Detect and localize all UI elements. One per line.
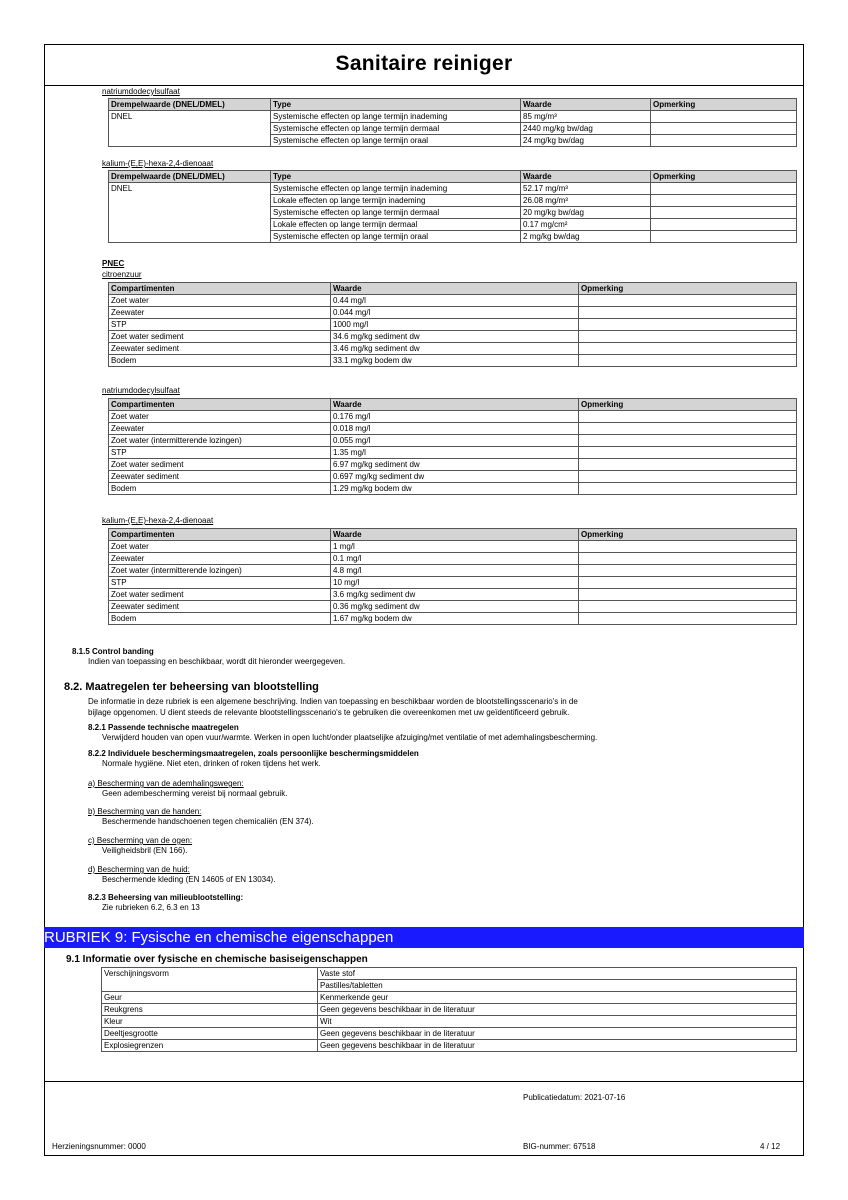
section-text: Verwijderd houden van open vuur/warmte. Werken in open lucht/onder plaatselijke afzuiging/met ventilatie of met ademhalingsbescherming. xyxy=(102,733,598,742)
property-name: Explosiegrenzen xyxy=(102,1040,318,1052)
table-cell: 20 mg/kg bw/dag xyxy=(521,207,651,219)
subsection-text: Beschermende kleding (EN 14605 of EN 13034). xyxy=(102,875,276,884)
table-cell xyxy=(579,331,797,343)
table-cell: 33.1 mg/kg bodem dw xyxy=(331,355,579,367)
table-cell xyxy=(579,483,797,495)
section-title: 8.1.5 Control banding xyxy=(72,647,154,656)
column-header: Waarde xyxy=(331,529,579,541)
respiratory-protection xyxy=(88,779,287,799)
table-cell xyxy=(651,111,797,123)
table-row xyxy=(109,423,797,435)
table-cell: 4.8 mg/l xyxy=(331,565,579,577)
table-cell xyxy=(579,459,797,471)
table-row xyxy=(109,231,797,243)
table-row xyxy=(109,553,797,565)
column-header: Type xyxy=(271,171,521,183)
table-row xyxy=(109,295,797,307)
table-cell xyxy=(579,411,797,423)
table-cell: 3.46 mg/kg sediment dw xyxy=(331,343,579,355)
table-cell: 1000 mg/l xyxy=(331,319,579,331)
column-header: Waarde xyxy=(521,171,651,183)
pnec-table xyxy=(108,282,797,367)
table-cell xyxy=(651,135,797,147)
table-cell: 0.055 mg/l xyxy=(331,435,579,447)
table-row xyxy=(109,195,797,207)
table-row xyxy=(109,565,797,577)
section-8-2-text xyxy=(88,696,818,718)
table-cell xyxy=(109,207,271,219)
table-cell xyxy=(579,423,797,435)
property-name: Deeltjesgrootte xyxy=(102,1028,318,1040)
column-header: Compartimenten xyxy=(109,399,331,411)
table-cell xyxy=(651,231,797,243)
property-value: Vaste stof xyxy=(318,968,797,980)
table-cell: Bodem xyxy=(109,483,331,495)
table-cell: Zeewater sediment xyxy=(109,471,331,483)
table-cell xyxy=(579,435,797,447)
eye-protection xyxy=(88,836,192,856)
table-row xyxy=(102,1016,797,1028)
table-row xyxy=(109,459,797,471)
column-header: Drempelwaarde (DNEL/DMEL) xyxy=(109,99,271,111)
table-cell: 24 mg/kg bw/dag xyxy=(521,135,651,147)
section-text: Normale hygiëne. Niet eten, drinken of roken tijdens het werk. xyxy=(102,759,321,768)
table-cell xyxy=(579,355,797,367)
table-cell xyxy=(109,219,271,231)
table-row xyxy=(102,1040,797,1052)
table-cell: Bodem xyxy=(109,355,331,367)
substance-name: kalium-(E,E)-hexa-2,4-dienoaat xyxy=(102,159,214,168)
section-title: 8.2.2 Individuele beschermingsmaatregelen, zoals persoonlijke beschermingsmiddelen xyxy=(88,749,419,758)
section-8-2-2 xyxy=(88,749,419,769)
title-divider xyxy=(44,85,804,86)
table-cell: Zoet water xyxy=(109,295,331,307)
table-cell: 2440 mg/kg bw/dag xyxy=(521,123,651,135)
table-cell: 0.018 mg/l xyxy=(331,423,579,435)
table-row xyxy=(109,541,797,553)
table-cell: Systemische effecten op lange termijn inademing xyxy=(271,111,521,123)
table-cell: 0.697 mg/kg sediment dw xyxy=(331,471,579,483)
table-cell: 85 mg/m³ xyxy=(521,111,651,123)
section-8-2-1 xyxy=(88,723,597,743)
column-header: Waarde xyxy=(331,283,579,295)
substance-name: kalium-(E,E)-hexa-2,4-dienoaat xyxy=(102,516,214,525)
column-header: Compartimenten xyxy=(109,529,331,541)
table-cell: Zoet water xyxy=(109,411,331,423)
table-cell: Zoet water sediment xyxy=(109,331,331,343)
table-cell: DNEL xyxy=(109,183,271,195)
paragraph-line: bijlage opgenomen. U dient steeds de relevante blootstellingsscenario's te gebruiken die overeenkomen met uw geïdentificeerd gebruik. xyxy=(88,708,570,717)
table-cell: Zeewater sediment xyxy=(109,601,331,613)
table-cell: 52.17 mg/m³ xyxy=(521,183,651,195)
table-row xyxy=(109,601,797,613)
property-value: Wit xyxy=(318,1016,797,1028)
table-cell: 1.35 mg/l xyxy=(331,447,579,459)
table-cell xyxy=(109,195,271,207)
table-cell: 34.6 mg/kg sediment dw xyxy=(331,331,579,343)
property-value: Geen gegevens beschikbaar in de literatuur xyxy=(318,1040,797,1052)
property-value: Pastilles/tabletten xyxy=(318,980,797,992)
property-name xyxy=(102,980,318,992)
table-row xyxy=(109,447,797,459)
table-cell xyxy=(651,183,797,195)
table-row xyxy=(109,613,797,625)
subsection-title: a) Bescherming van de ademhalingswegen: xyxy=(88,779,244,788)
skin-protection xyxy=(88,865,275,885)
property-name: Kleur xyxy=(102,1016,318,1028)
table-row xyxy=(109,435,797,447)
table-cell: Zeewater xyxy=(109,307,331,319)
subsection-title: b) Bescherming van de handen: xyxy=(88,807,202,816)
column-header: Opmerking xyxy=(579,399,797,411)
table-cell: Zeewater xyxy=(109,423,331,435)
dnel-table xyxy=(108,170,797,243)
table-cell: STP xyxy=(109,447,331,459)
column-header: Waarde xyxy=(331,399,579,411)
table-cell: 6.97 mg/kg sediment dw xyxy=(331,459,579,471)
table-cell xyxy=(579,613,797,625)
section-9-1-title: 9.1 Informatie over fysische en chemische basiseigenschappen xyxy=(66,954,368,965)
table-cell: 0.176 mg/l xyxy=(331,411,579,423)
table-cell: 0.044 mg/l xyxy=(331,307,579,319)
revision-number: Herzieningsnummer: 0000 xyxy=(52,1142,146,1151)
property-name: Geur xyxy=(102,992,318,1004)
table-row xyxy=(109,183,797,195)
table-row xyxy=(109,411,797,423)
subsection-text: Geen adembescherming vereist bij normaal gebruik. xyxy=(102,789,288,798)
table-cell xyxy=(109,135,271,147)
table-row xyxy=(102,980,797,992)
table-row xyxy=(102,992,797,1004)
column-header: Opmerking xyxy=(651,99,797,111)
table-cell: Zeewater sediment xyxy=(109,343,331,355)
column-header: Waarde xyxy=(521,99,651,111)
section-8-2-3 xyxy=(88,893,243,913)
column-header: Opmerking xyxy=(651,171,797,183)
section-title: 8.2.3 Beheersing van milieublootstelling: xyxy=(88,893,244,902)
table-row xyxy=(109,123,797,135)
table-row xyxy=(109,319,797,331)
table-cell: 0.1 mg/l xyxy=(331,553,579,565)
table-row xyxy=(109,577,797,589)
table-row xyxy=(109,135,797,147)
property-value: Kenmerkende geur xyxy=(318,992,797,1004)
table-cell xyxy=(579,343,797,355)
table-cell: Systemische effecten op lange termijn oraal xyxy=(271,231,521,243)
table-cell: 10 mg/l xyxy=(331,577,579,589)
footer-divider xyxy=(44,1081,804,1082)
pnec-heading: PNEC xyxy=(102,259,125,268)
column-header: Opmerking xyxy=(579,529,797,541)
table-row xyxy=(102,1004,797,1016)
substance-name: natriumdodecylsulfaat xyxy=(102,386,180,395)
table-row xyxy=(109,331,797,343)
table-cell xyxy=(579,319,797,331)
table-cell xyxy=(579,553,797,565)
subsection-text: Beschermende handschoenen tegen chemicaliën (EN 374). xyxy=(102,817,314,826)
column-header: Drempelwaarde (DNEL/DMEL) xyxy=(109,171,271,183)
table-cell: Zeewater xyxy=(109,553,331,565)
table-row xyxy=(109,471,797,483)
publication-date: Publicatiedatum: 2021-07-16 xyxy=(523,1093,626,1102)
section-title: 8.2.1 Passende technische maatregelen xyxy=(88,723,239,732)
table-cell xyxy=(579,471,797,483)
table-cell xyxy=(651,123,797,135)
table-row xyxy=(102,968,797,980)
table-cell: Zoet water xyxy=(109,541,331,553)
section-text: Zie rubrieken 6.2, 6.3 en 13 xyxy=(102,903,200,912)
table-cell: 0.17 mg/cm² xyxy=(521,219,651,231)
table-cell xyxy=(579,589,797,601)
table-row xyxy=(109,343,797,355)
table-cell: 3.6 mg/kg sediment dw xyxy=(331,589,579,601)
table-cell: Systemische effecten op lange termijn oraal xyxy=(271,135,521,147)
table-row xyxy=(109,307,797,319)
table-row xyxy=(109,483,797,495)
table-cell xyxy=(651,219,797,231)
table-cell: 0.36 mg/kg sediment dw xyxy=(331,601,579,613)
substance-name: citroenzuur xyxy=(102,270,142,279)
table-header-row xyxy=(109,283,797,295)
table-cell: STP xyxy=(109,319,331,331)
table-header-row xyxy=(109,99,797,111)
page-number: 4 / 12 xyxy=(760,1142,781,1151)
table-cell xyxy=(579,577,797,589)
table-cell xyxy=(579,447,797,459)
table-cell: 1.29 mg/kg bodem dw xyxy=(331,483,579,495)
table-cell: STP xyxy=(109,577,331,589)
big-number: BIG-nummer: 67518 xyxy=(523,1142,596,1151)
pnec-table xyxy=(108,528,797,625)
table-cell: Systemische effecten op lange termijn dermaal xyxy=(271,207,521,219)
table-cell xyxy=(109,231,271,243)
table-cell xyxy=(579,601,797,613)
table-cell: Bodem xyxy=(109,613,331,625)
document-title: Sanitaire reiniger xyxy=(335,52,513,75)
dnel-table xyxy=(108,98,797,147)
hand-protection xyxy=(88,807,314,827)
table-cell: DNEL xyxy=(109,111,271,123)
section-8-1-5 xyxy=(72,647,345,667)
section-8-2-title: 8.2. Maatregelen ter beheersing van blootstelling xyxy=(64,681,319,693)
column-header: Opmerking xyxy=(579,283,797,295)
table-row xyxy=(109,111,797,123)
table-cell xyxy=(579,295,797,307)
table-cell xyxy=(651,207,797,219)
section-9-band: RUBRIEK 9: Fysische en chemische eigenschappen xyxy=(44,927,804,948)
table-row xyxy=(109,355,797,367)
table-cell: Systemische effecten op lange termijn dermaal xyxy=(271,123,521,135)
table-cell: Zoet water sediment xyxy=(109,589,331,601)
table-cell: 1 mg/l xyxy=(331,541,579,553)
paragraph-line: De informatie in deze rubriek is een algemene beschrijving. Indien van toepassing en beschikbaar worden de blootstellingsscenario's in de xyxy=(88,697,578,706)
table-cell: 0.44 mg/l xyxy=(331,295,579,307)
table-cell xyxy=(579,565,797,577)
subsection-title: c) Bescherming van de ogen: xyxy=(88,836,193,845)
table-header-row xyxy=(109,171,797,183)
property-name: Reukgrens xyxy=(102,1004,318,1016)
substance-name: natriumdodecylsulfaat xyxy=(102,87,180,96)
property-value: Geen gegevens beschikbaar in de literatuur xyxy=(318,1028,797,1040)
property-value: Geen gegevens beschikbaar in de literatuur xyxy=(318,1004,797,1016)
table-cell: 26.08 mg/m³ xyxy=(521,195,651,207)
table-cell xyxy=(651,195,797,207)
table-cell: 1.67 mg/kg bodem dw xyxy=(331,613,579,625)
table-cell: Zoet water sediment xyxy=(109,459,331,471)
table-cell: 2 mg/kg bw/dag xyxy=(521,231,651,243)
table-cell xyxy=(579,307,797,319)
table-cell: Systemische effecten op lange termijn inademing xyxy=(271,183,521,195)
subsection-title: d) Bescherming van de huid: xyxy=(88,865,190,874)
table-row xyxy=(102,1028,797,1040)
properties-table xyxy=(101,967,797,1052)
table-cell: Lokale effecten op lange termijn inademing xyxy=(271,195,521,207)
table-cell: Lokale effecten op lange termijn dermaal xyxy=(271,219,521,231)
column-header: Compartimenten xyxy=(109,283,331,295)
column-header: Type xyxy=(271,99,521,111)
pnec-table xyxy=(108,398,797,495)
section-text: Indien van toepassing en beschikbaar, wordt dit hieronder weergegeven. xyxy=(88,657,346,666)
table-row xyxy=(109,589,797,601)
property-name: Verschijningsvorm xyxy=(102,968,318,980)
table-header-row xyxy=(109,529,797,541)
table-row xyxy=(109,207,797,219)
table-header-row xyxy=(109,399,797,411)
table-cell xyxy=(109,123,271,135)
table-cell: Zoet water (intermitterende lozingen) xyxy=(109,435,331,447)
table-cell xyxy=(579,541,797,553)
table-cell: Zoet water (intermitterende lozingen) xyxy=(109,565,331,577)
subsection-text: Veiligheidsbril (EN 166). xyxy=(102,846,188,855)
table-row xyxy=(109,219,797,231)
